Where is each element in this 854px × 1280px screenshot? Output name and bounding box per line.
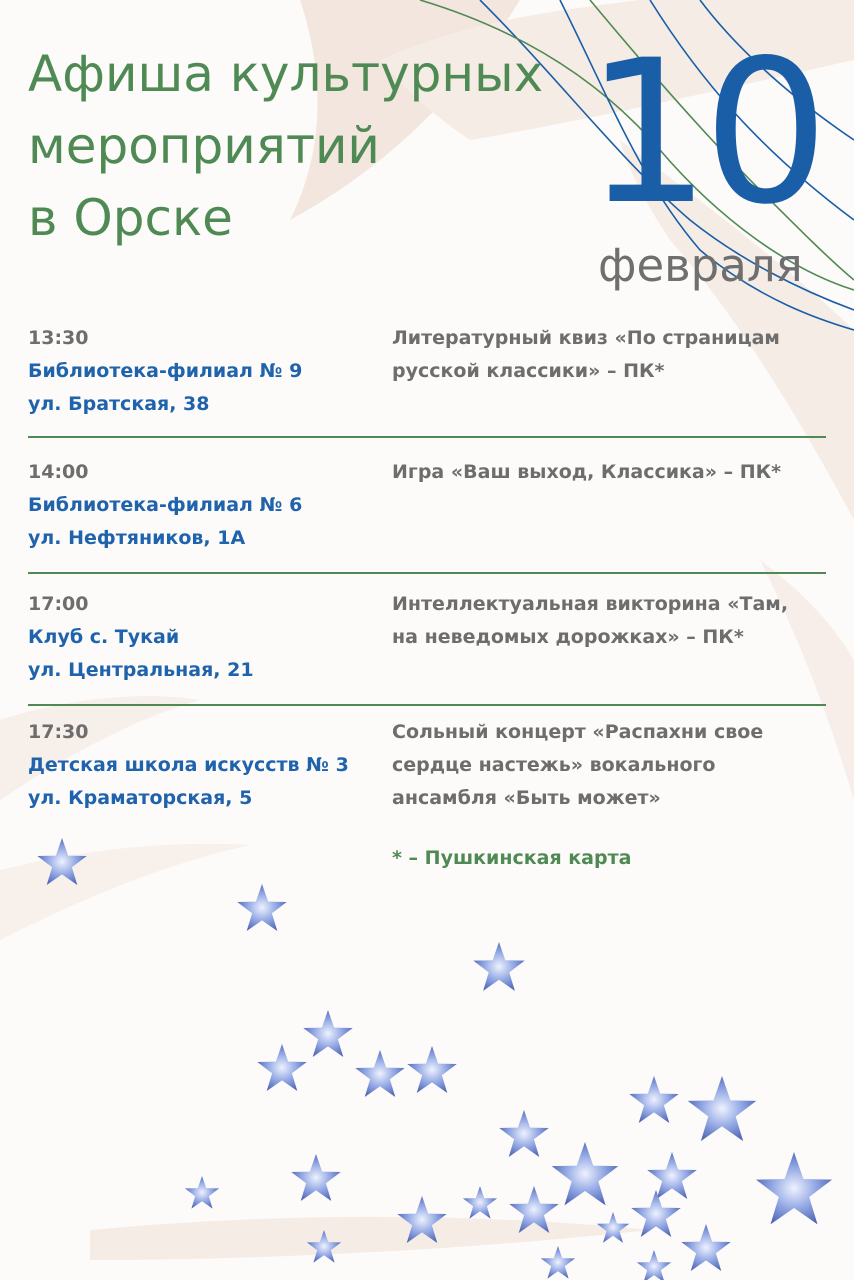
event-item (28, 706, 826, 826)
event-list (28, 322, 826, 826)
star-icon (541, 1246, 575, 1279)
event-description: Сольный концерт «Распахни свое (392, 721, 764, 743)
star-icon (756, 1152, 832, 1224)
event-address: ул. Братская, 38 (28, 393, 210, 415)
star-icon (185, 1176, 219, 1209)
star-icon (355, 1050, 405, 1097)
event-venue: Клуб с. Тукай (28, 626, 180, 648)
event-time: 13:30 (28, 327, 89, 349)
event-venue: Детская школа искусств № 3 (28, 754, 349, 776)
footnote-pushkin-card: * – Пушкинская карта (392, 847, 632, 869)
event-address: ул. Центральная, 21 (28, 659, 254, 681)
star-icon (681, 1224, 731, 1271)
stars (37, 838, 832, 1280)
event-item (28, 438, 826, 574)
star-icon (647, 1152, 697, 1199)
star-icon (552, 1142, 619, 1205)
star-icon (499, 1110, 549, 1157)
event-description: Литературный квиз «По страницам (392, 327, 780, 349)
star-icon (257, 1044, 307, 1091)
event-venue: Библиотека-филиал № 6 (28, 494, 303, 516)
star-icon (473, 942, 524, 991)
event-time: 17:30 (28, 721, 89, 743)
star-icon (637, 1250, 671, 1280)
star-icon (303, 1010, 353, 1057)
star-icon (688, 1076, 757, 1141)
star-icon (407, 1046, 457, 1093)
event-venue: Библиотека-филиал № 9 (28, 360, 303, 382)
event-description: Игра «Ваш выход, Классика» – ПК* (392, 461, 782, 483)
event-time: 17:00 (28, 593, 89, 615)
star-icon (597, 1212, 629, 1243)
star-icon (291, 1154, 341, 1201)
title-line: в Орске (28, 189, 233, 247)
event-item (28, 574, 826, 706)
page-title (28, 38, 543, 254)
event-time: 14:00 (28, 461, 89, 483)
event-description: ансамбля «Быть может» (392, 787, 661, 809)
star-icon (237, 884, 287, 931)
event-address: ул. Краматорская, 5 (28, 787, 253, 809)
event-description: русской классики» – ПК* (392, 360, 665, 382)
title-line: Афиша культурных (28, 45, 544, 103)
event-description: Интеллектуальная викторина «Там, (392, 593, 789, 615)
date-day: 10 (585, 17, 821, 248)
event-description: на неведомых дорожках» – ПК* (392, 626, 744, 648)
event-description: сердце настежь» вокального (392, 754, 716, 776)
event-item (28, 322, 826, 438)
event-address: ул. Нефтяников, 1А (28, 527, 246, 549)
star-icon (463, 1186, 497, 1219)
date-month: февраля (598, 239, 803, 292)
star-icon (629, 1076, 679, 1123)
title-line: мероприятий (28, 117, 380, 175)
